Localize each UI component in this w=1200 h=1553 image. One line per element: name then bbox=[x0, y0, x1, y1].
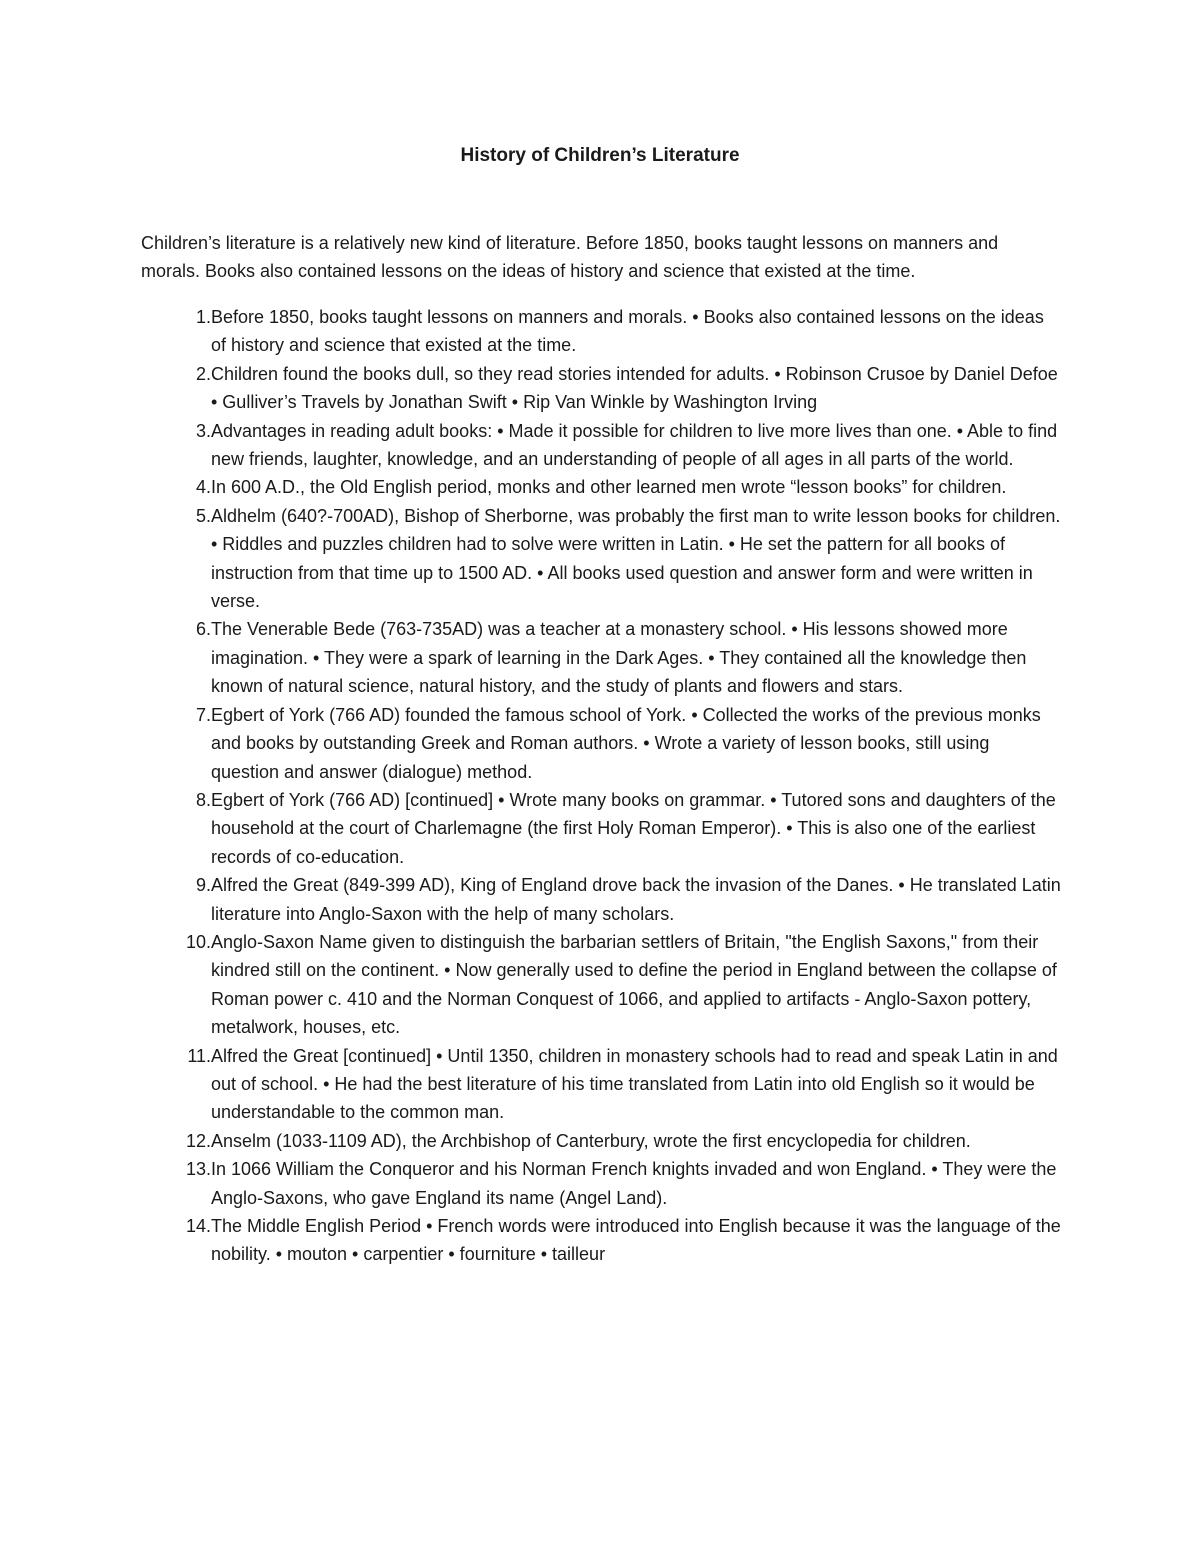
list-item-text: The Venerable Bede (763-735AD) was a teacher at a monastery school. • His lessons showed more imagination. • They were a spark of learning in the Dark Ages. • They contained all the knowledge then known of natural science, natural history, and the study of plants and flowers and stars. bbox=[211, 619, 1027, 697]
list-item-number-label: 10. bbox=[185, 931, 211, 952]
list-item-number bbox=[141, 502, 211, 616]
list-item bbox=[141, 871, 1061, 928]
page-title: History of Children’s Literature bbox=[460, 145, 740, 166]
list-item-number bbox=[141, 417, 211, 474]
list-item bbox=[141, 615, 1061, 700]
list-item-number-label: 11. bbox=[187, 1045, 211, 1066]
list-item-number-label: 8. bbox=[195, 789, 211, 810]
list-item-number-label: 5. bbox=[195, 505, 211, 526]
list-item-number bbox=[141, 473, 211, 501]
list-item-number bbox=[141, 303, 211, 360]
list-item-number-label: 4. bbox=[195, 477, 211, 498]
list-item-number bbox=[141, 1155, 211, 1212]
list-item bbox=[141, 786, 1061, 871]
list-item bbox=[141, 928, 1061, 1042]
list-item-number bbox=[141, 1042, 211, 1127]
list-item-text: Egbert of York (766 AD) [continued] • Wrote many books on grammar. • Tutored sons and daughters of the household at the court of Charlemagne (the first Holy Roman Emperor). • This is also one of the earliest records of co-education. bbox=[211, 789, 1056, 867]
list-item-text: Alfred the Great [continued] • Until 1350, children in monastery schools had to read and speak Latin in and out of school. • He had the best literature of his time translated from Latin into old English so it would be understandable to the common man. bbox=[211, 1045, 1058, 1123]
list-item bbox=[141, 1212, 1061, 1269]
list-item bbox=[141, 303, 1061, 360]
list-item-text: Before 1850, books taught lessons on manners and morals. • Books also contained lessons on the ideas of history and science that existed at the time. bbox=[211, 307, 1044, 356]
list-item-text: In 600 A.D., the Old English period, monks and other learned men wrote “lesson books” for children. bbox=[211, 477, 1007, 498]
list-item-text: Egbert of York (766 AD) founded the famous school of York. • Collected the works of the previous monks and books by outstanding Greek and Roman authors. • Wrote a variety of lesson books, still using question and answer (dialogue) method. bbox=[211, 704, 1041, 782]
list-item-text: In 1066 William the Conqueror and his Norman French knights invaded and won England. • They were the Anglo-Saxons, who gave England its name (Angel Land). bbox=[211, 1159, 1057, 1208]
list-item-text: The Middle English Period • French words were introduced into English because it was the language of the nobility. • mouton • carpentier • fourniture • tailleur bbox=[211, 1216, 1061, 1265]
list-item-text: Anselm (1033-1109 AD), the Archbishop of Canterbury, wrote the first encyclopedia for children. bbox=[211, 1130, 971, 1151]
list-item-number bbox=[141, 786, 211, 871]
list-item-number-label: 2. bbox=[195, 363, 211, 384]
list-item-number bbox=[141, 360, 211, 417]
list-item-number bbox=[141, 615, 211, 700]
list-item bbox=[141, 701, 1061, 786]
list-item bbox=[141, 417, 1061, 474]
list-item-number-label: 7. bbox=[195, 704, 211, 725]
list-item bbox=[141, 473, 1061, 501]
list-item-text: Children found the books dull, so they read stories intended for adults. • Robinson Crusoe by Daniel Defoe • Gulliver’s Travels by Jonathan Swift • Rip Van Winkle by Washington Irving bbox=[211, 363, 1058, 413]
intro-paragraph: Children’s literature is a relatively new kind of literature. Before 1850, books taught lessons on manners and morals. Books also contained lessons on the ideas of history and science that existed at the time. bbox=[141, 233, 999, 282]
list-item-number bbox=[141, 1212, 211, 1269]
list-item-text: Aldhelm (640?-700AD), Bishop of Sherborne, was probably the first man to write lesson books for children. • Riddles and puzzles children had to solve were written in Latin. • He set the pattern for all books of instruction from that time up to 1500 AD. • All books used question and answer form and were written in verse. bbox=[211, 505, 1061, 612]
numbered-list bbox=[141, 303, 1061, 1269]
list-item-number-label: 14. bbox=[185, 1216, 211, 1236]
list-item-text: Alfred the Great (849-399 AD), King of England drove back the invasion of the Danes. • He translated Latin literature into Anglo-Saxon with the help of many scholars. bbox=[211, 875, 1061, 924]
list-item bbox=[141, 1042, 1061, 1127]
list-item-number bbox=[141, 928, 211, 1042]
list-item-number bbox=[141, 871, 211, 928]
list-item bbox=[141, 502, 1061, 616]
list-item-number-label: 3. bbox=[195, 420, 211, 441]
list-item-number-label: 13. bbox=[185, 1159, 211, 1180]
list-item bbox=[141, 360, 1061, 417]
list-item-number bbox=[141, 1127, 211, 1155]
list-item-text: Anglo-Saxon Name given to distinguish the barbarian settlers of Britain, "the English Saxons," from their kindred still on the continent. • Now generally used to define the period in England between the collapse of Roman power c. 410 and the Norman Conquest of 1066, and applied to artifacts - Anglo-Saxon pottery, metalwork, houses, etc. bbox=[211, 931, 1057, 1038]
list-item-number-label: 12. bbox=[185, 1130, 211, 1151]
list-item bbox=[141, 1127, 1061, 1155]
list-item bbox=[141, 1155, 1061, 1212]
list-item-number bbox=[141, 701, 211, 786]
list-item-number-label: 1. bbox=[195, 307, 211, 327]
list-item-number-label: 6. bbox=[195, 619, 211, 640]
list-item-text: Advantages in reading adult books: • Made it possible for children to live more lives than one. • Able to find new friends, laughter, knowledge, and an understanding of people of all ages in all parts of the world. bbox=[211, 420, 1058, 470]
list-item-number-label: 9. bbox=[195, 875, 211, 896]
